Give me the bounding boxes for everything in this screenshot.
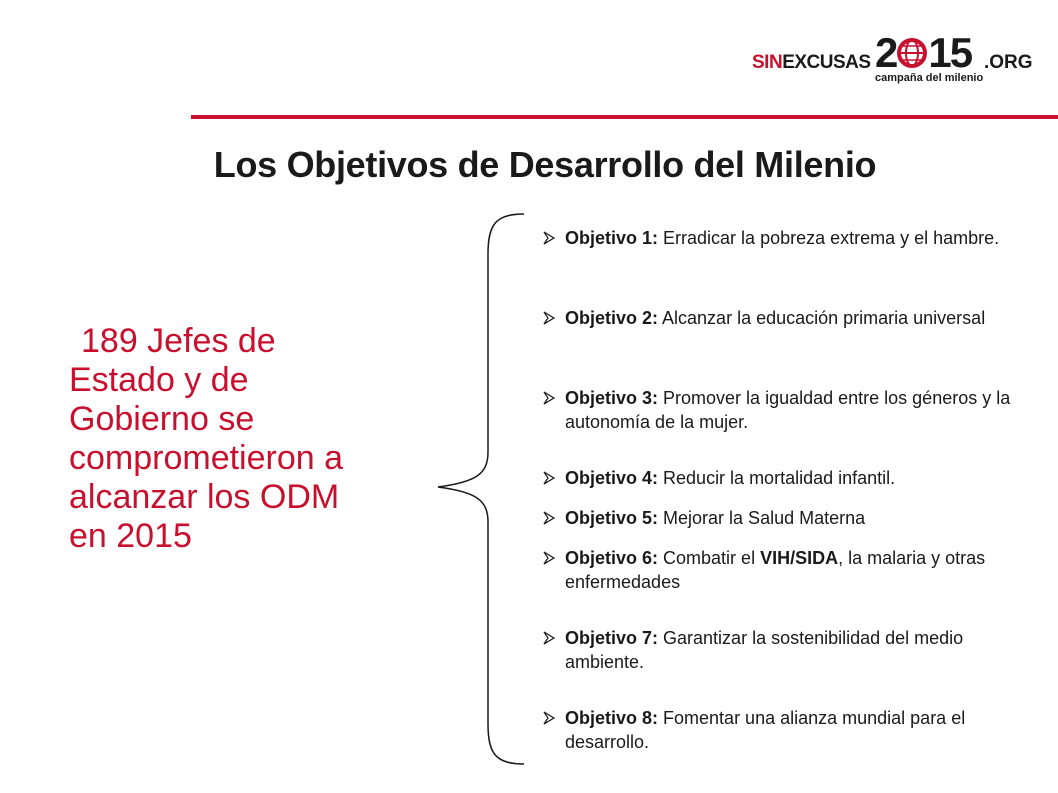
arrowhead-bullet-icon <box>543 511 555 525</box>
objective-text: Mejorar la Salud Materna <box>663 508 866 528</box>
objective-label: Objetivo 4: <box>565 468 659 488</box>
statement-line: alcanzar los ODM <box>69 478 340 516</box>
objective-item <box>537 626 1037 706</box>
commitment-statement <box>69 322 429 556</box>
logo-suffix: .ORG <box>984 52 1033 73</box>
logo-tagline: campaña del milenio <box>875 72 984 84</box>
objectives-list <box>537 226 1037 786</box>
statement-line: Gobierno se <box>69 400 255 438</box>
arrowhead-bullet-icon <box>543 471 555 485</box>
objective-text: , la malaria y otras enfermedades <box>565 548 986 592</box>
objective-text: Alcanzar la educación primaria universal <box>662 308 986 328</box>
arrowhead-bullet-icon <box>543 631 555 645</box>
sinexcusas-logo <box>752 30 1042 90</box>
objective-label: Objetivo 6: <box>565 548 659 568</box>
objective-emphasis: VIH/SIDA <box>760 548 839 568</box>
objective-text: Promover la igualdad entre los géneros y la autonomía de la mujer. <box>565 388 1011 432</box>
objective-text: Combatir el <box>663 548 756 568</box>
logo-year-b: 15 <box>928 29 972 76</box>
slide-title: Los Objetivos de Desarrollo del Milenio <box>213 144 877 185</box>
objective-text: Erradicar la pobreza extrema y el hambre. <box>663 228 1000 248</box>
logo-year-a: 2 <box>875 29 897 76</box>
objective-item <box>537 306 1037 386</box>
arrowhead-bullet-icon <box>543 551 555 565</box>
header-divider <box>191 115 1058 119</box>
arrowhead-bullet-icon <box>543 711 555 725</box>
objective-item <box>537 506 1037 546</box>
objective-label: Objetivo 2: <box>565 308 659 328</box>
objective-item <box>537 386 1037 466</box>
objective-item <box>537 546 1037 626</box>
objective-item <box>537 706 1037 786</box>
objective-label: Objetivo 8: <box>565 708 659 728</box>
statement-line: Estado y de <box>69 361 249 399</box>
objective-item <box>537 226 1037 306</box>
objective-label: Objetivo 5: <box>565 508 659 528</box>
curly-brace-icon <box>436 212 526 767</box>
objective-label: Objetivo 3: <box>565 388 659 408</box>
logo-prefix: SIN <box>752 52 783 73</box>
arrowhead-bullet-icon <box>543 391 555 405</box>
objective-text: Garantizar la sostenibilidad del medio ambiente. <box>565 628 964 672</box>
globe-icon <box>896 37 928 69</box>
arrowhead-bullet-icon <box>543 311 555 325</box>
statement-line: 189 Jefes de <box>81 322 276 360</box>
logo-middle: EXCUSAS <box>782 52 871 73</box>
statement-line: en 2015 <box>69 517 192 555</box>
objective-label: Objetivo 1: <box>565 228 659 248</box>
arrowhead-bullet-icon <box>543 231 555 245</box>
objective-label: Objetivo 7: <box>565 628 659 648</box>
objective-text: Reducir la mortalidad infantil. <box>663 468 896 488</box>
statement-line: comprometieron a <box>69 439 344 477</box>
objective-item <box>537 466 1037 506</box>
logo-year <box>875 29 972 76</box>
logo-wordmark <box>752 52 871 74</box>
objective-text: Fomentar una alianza mundial para el desarrollo. <box>565 708 966 752</box>
